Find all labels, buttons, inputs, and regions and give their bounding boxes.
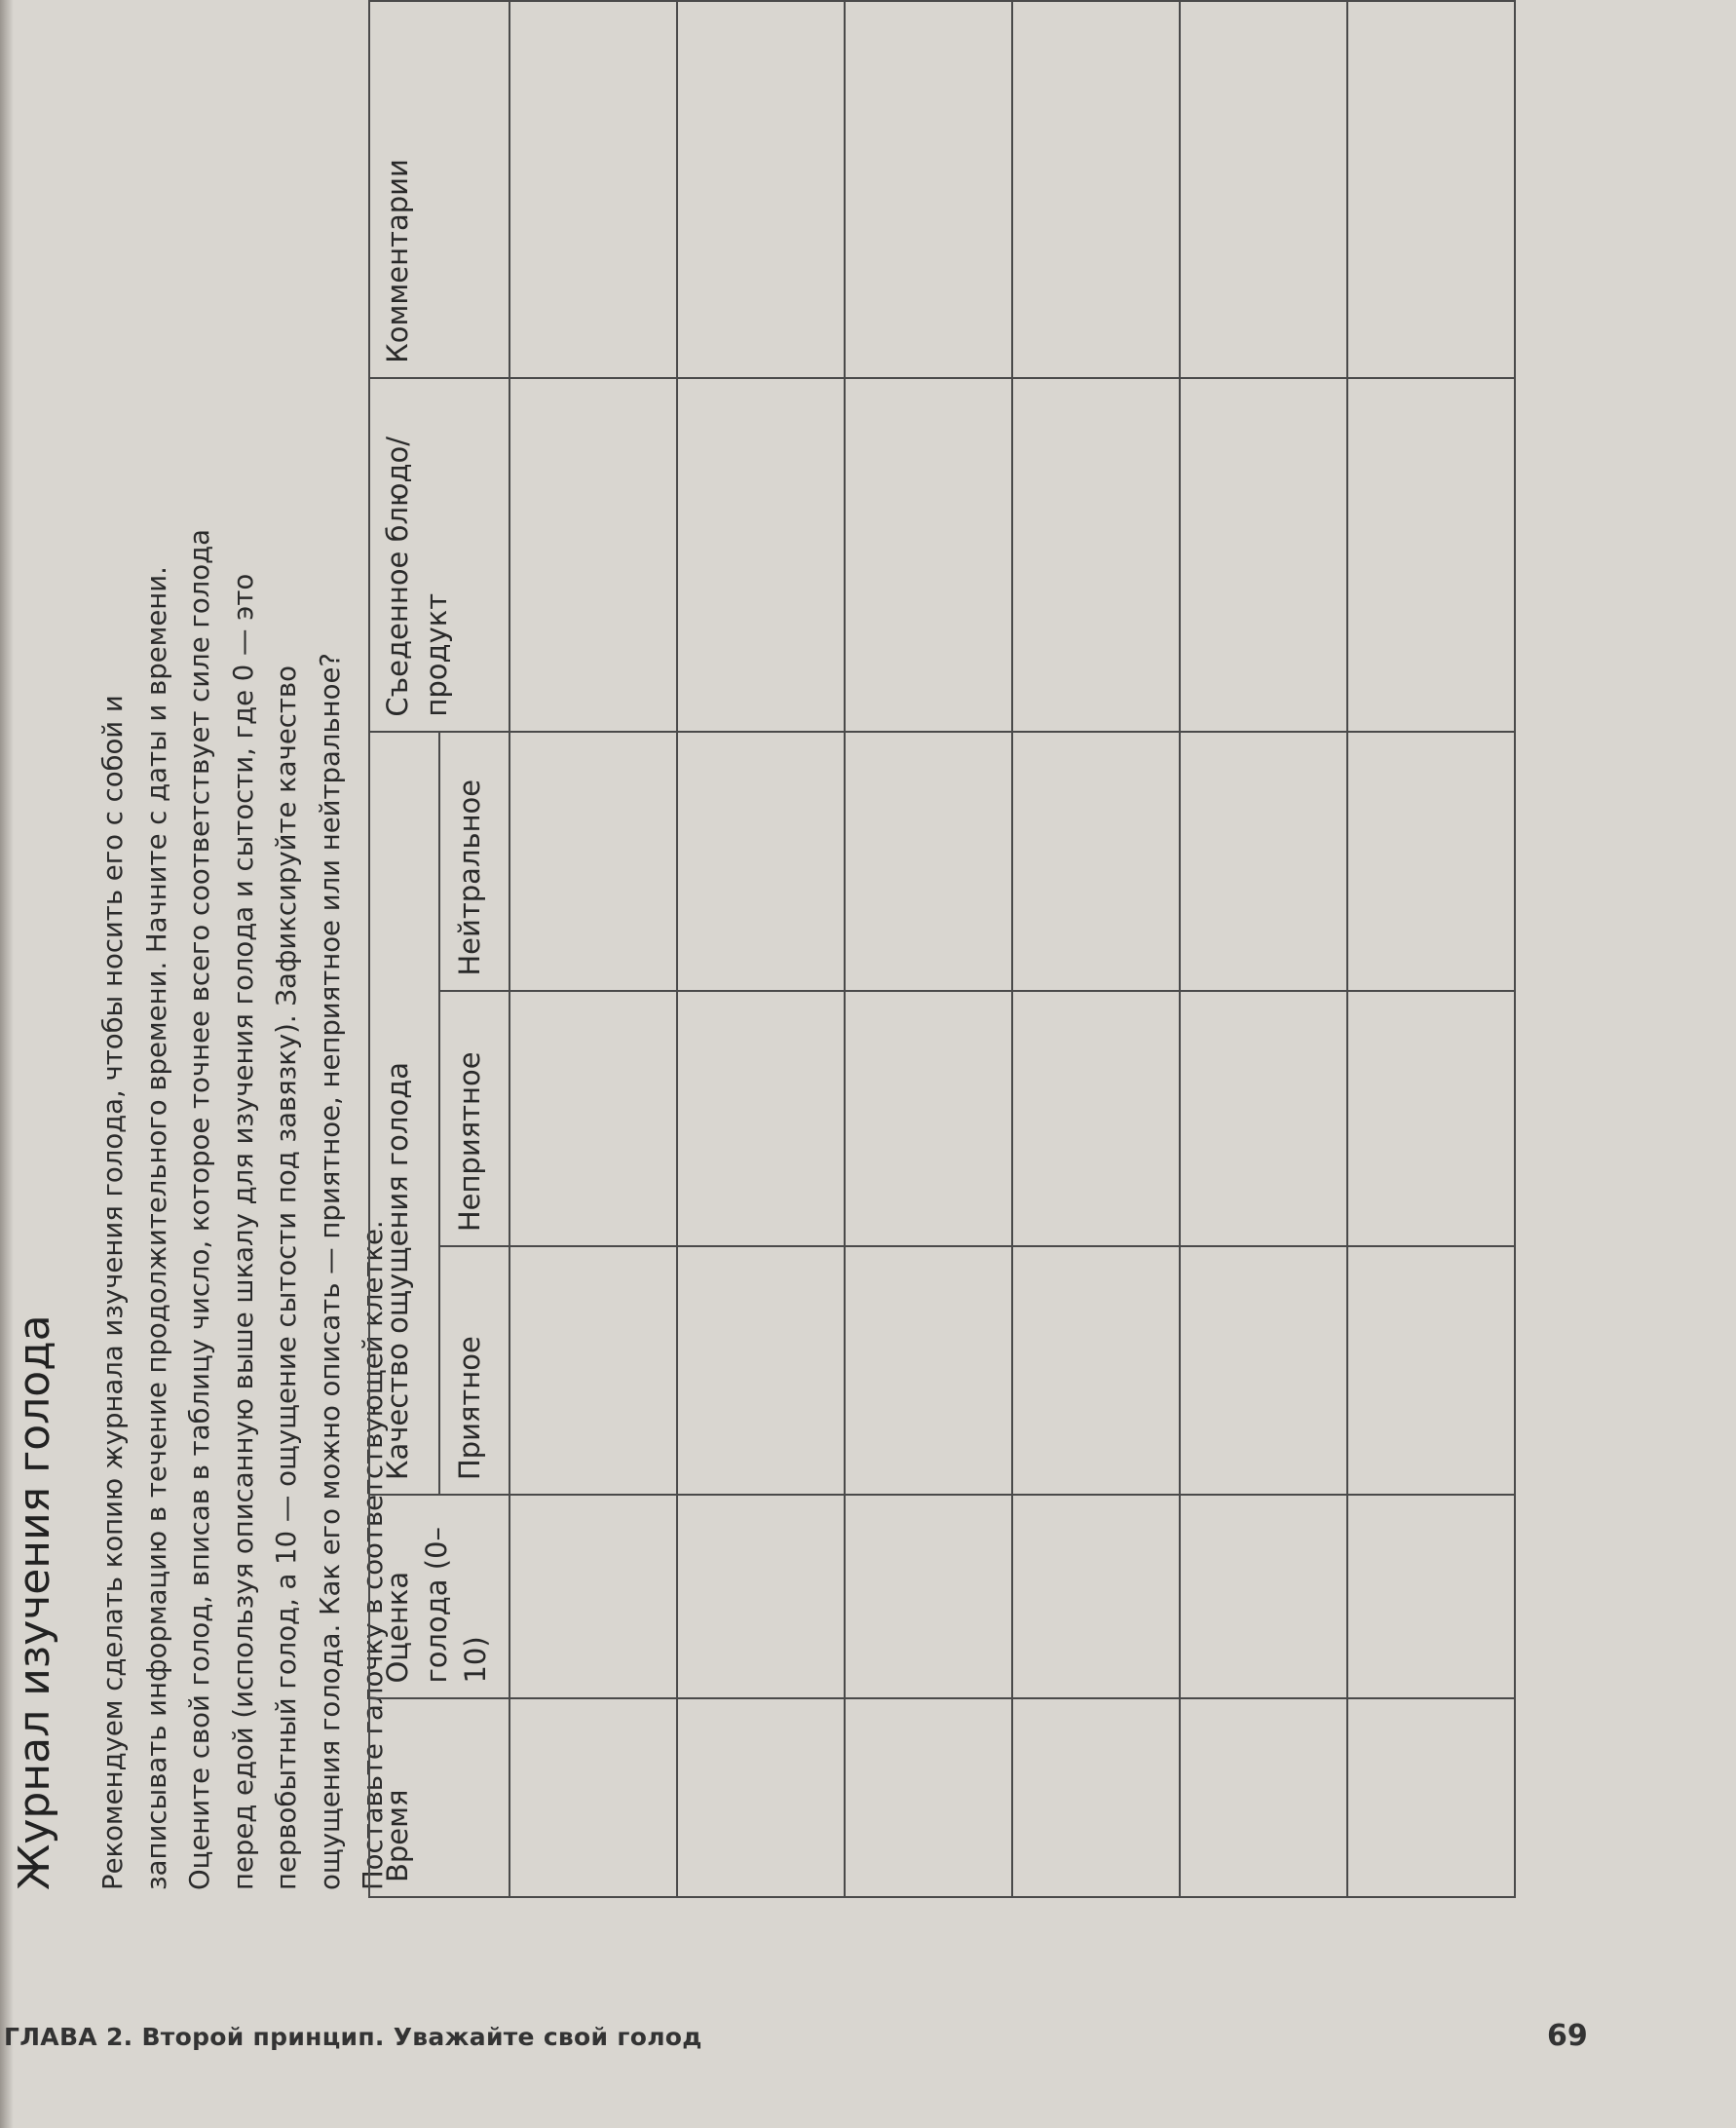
table-cell-unpleasant (1347, 991, 1515, 1247)
header-score: Оценка голода (0–10) (369, 1495, 509, 1697)
header-pleasant: Приятное (439, 1246, 509, 1495)
table-cell-food (509, 378, 677, 732)
table-cell-time (677, 1698, 845, 1897)
table-cell-pleasant (845, 1246, 1012, 1495)
table-cell-unpleasant (845, 991, 1012, 1247)
table-cell-food (1347, 378, 1515, 732)
table-cell-neutral (1180, 732, 1347, 991)
table-cell-time (845, 1698, 1012, 1897)
hunger-journal-table (368, 0, 1516, 1898)
table-row (1347, 1, 1515, 1897)
table-cell-neutral (1012, 732, 1180, 991)
table-cell-score (1347, 1495, 1515, 1697)
table-row (845, 1, 1012, 1897)
page-number: 69 (1547, 2019, 1588, 2053)
table-cell-time (1347, 1698, 1515, 1897)
table-cell-neutral (509, 732, 677, 991)
table-cell-food (677, 378, 845, 732)
header-food: Съеденное блюдо/ продукт (369, 378, 509, 732)
rotated-page-content (10, 0, 1666, 1910)
table-cell-time (509, 1698, 677, 1897)
table-cell-pleasant (1347, 1246, 1515, 1495)
table-cell-comments (1347, 1, 1515, 378)
table-cell-neutral (1347, 732, 1515, 991)
table-body (509, 1, 1515, 1897)
table-cell-unpleasant (677, 991, 845, 1247)
table-cell-pleasant (677, 1246, 845, 1495)
table-cell-score (1180, 1495, 1347, 1697)
table-cell-neutral (677, 732, 845, 991)
header-neutral: Нейтральное (439, 732, 509, 991)
header-quality: Качество ощущения голода (369, 732, 439, 1496)
table-cell-unpleasant (509, 991, 677, 1247)
intro-paragraph: Рекомендуем сделать копию журнала изучения голода, чтобы носить его с собой и записывать информацию в течение продолжительного времени. Начните с даты и времени. Оцените свой голод, вписав в таблицу число, которое точнее всего соответствует силе голода перед едой (используя описанную выше шкалу для изучения голода и сытости, где 0 — это первобытный голод, а 10 — ощущение сытости под завязку). Зафиксируйте качество ощущения голода. Как его можно описать — приятное, неприятное или нейтральное? Поставьте галочку в соответствующей клетке. (97, 529, 389, 1890)
footer-chapter-title: ГЛАВА 2. Второй принцип. Уважайте свой голод (4, 2023, 702, 2051)
table-row (677, 1, 845, 1897)
page-title: Журнал изучения голода (10, 1314, 59, 1890)
table-row (1180, 1, 1347, 1897)
table-cell-pleasant (1180, 1246, 1347, 1495)
table-cell-score (509, 1495, 677, 1697)
table-cell-comments (509, 1, 677, 378)
table-row (509, 1, 677, 1897)
table-cell-score (1012, 1495, 1180, 1697)
header-unpleasant: Неприятное (439, 991, 509, 1247)
table-cell-comments (677, 1, 845, 378)
table-cell-comments (1012, 1, 1180, 378)
table-cell-food (1012, 378, 1180, 732)
table-cell-unpleasant (1180, 991, 1347, 1247)
table-cell-score (845, 1495, 1012, 1697)
table-cell-comments (1180, 1, 1347, 378)
table-cell-comments (845, 1, 1012, 378)
table-cell-pleasant (509, 1246, 677, 1495)
table-cell-food (1180, 378, 1347, 732)
table-cell-food (845, 378, 1012, 732)
header-comments: Комментарии (369, 1, 509, 378)
table-cell-score (677, 1495, 845, 1697)
table-header-row (369, 1, 439, 1897)
table-row (1012, 1, 1180, 1897)
table-cell-pleasant (1012, 1246, 1180, 1495)
table-cell-time (1012, 1698, 1180, 1897)
header-time: Время (369, 1698, 509, 1897)
table-cell-unpleasant (1012, 991, 1180, 1247)
table-cell-time (1180, 1698, 1347, 1897)
table-cell-neutral (845, 732, 1012, 991)
